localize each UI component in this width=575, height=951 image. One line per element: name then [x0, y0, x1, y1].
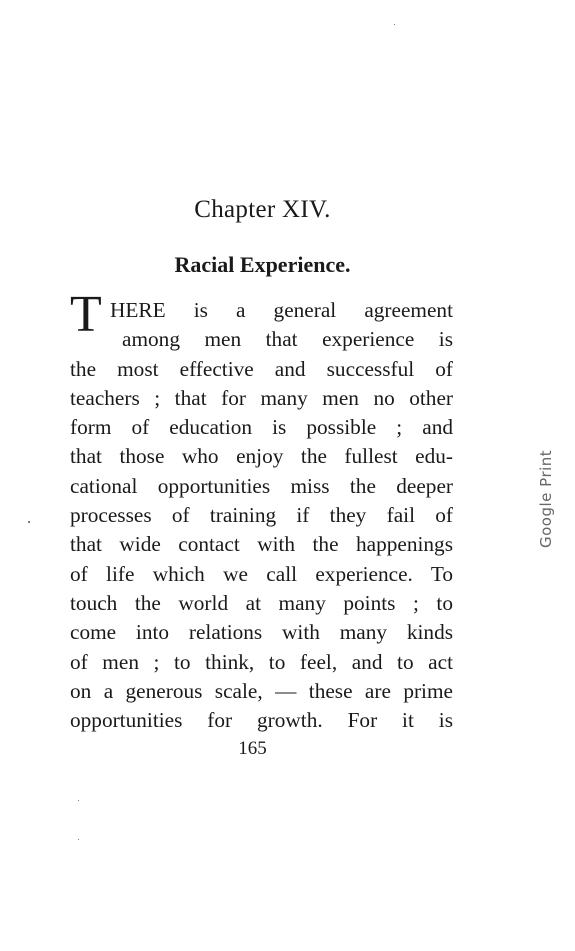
text-line: processes of training if they fail of	[70, 503, 453, 528]
text-line: teachers ; that for many men no other	[70, 385, 453, 410]
text-line: opportunities for growth. For it is	[70, 708, 453, 733]
page-number: 165	[238, 738, 267, 759]
scan-speck	[394, 24, 395, 25]
scan-speck	[78, 839, 79, 840]
text-line: that wide contact with the happenings	[70, 532, 453, 557]
text-line: form of education is possible ; and	[70, 415, 453, 440]
drop-cap: T	[70, 286, 102, 343]
scan-speck	[28, 521, 30, 523]
scan-speck	[78, 800, 79, 801]
text-line: touch the world at many points ; to	[70, 590, 453, 615]
body-text	[70, 296, 453, 735]
section-title: Racial Experience.	[174, 252, 351, 277]
text-line: among men that experience is	[122, 327, 453, 352]
google-print-watermark: Google Print	[537, 449, 555, 548]
text-line: come into relations with many kinds	[70, 620, 453, 645]
text-line: that those who enjoy the fullest edu-	[70, 444, 453, 469]
text-line: the most effective and successful of	[70, 356, 453, 381]
text-line: HERE is a general agreement	[110, 298, 453, 322]
text-line: cational opportunities miss the deeper	[70, 473, 453, 498]
text-line: of men ; to think, to feel, and to act	[70, 649, 453, 674]
text-line: of life which we call experience. To	[70, 561, 453, 586]
text-line: on a generous scale, — these are prime	[70, 678, 453, 703]
chapter-heading: Chapter XIV.	[194, 196, 331, 223]
